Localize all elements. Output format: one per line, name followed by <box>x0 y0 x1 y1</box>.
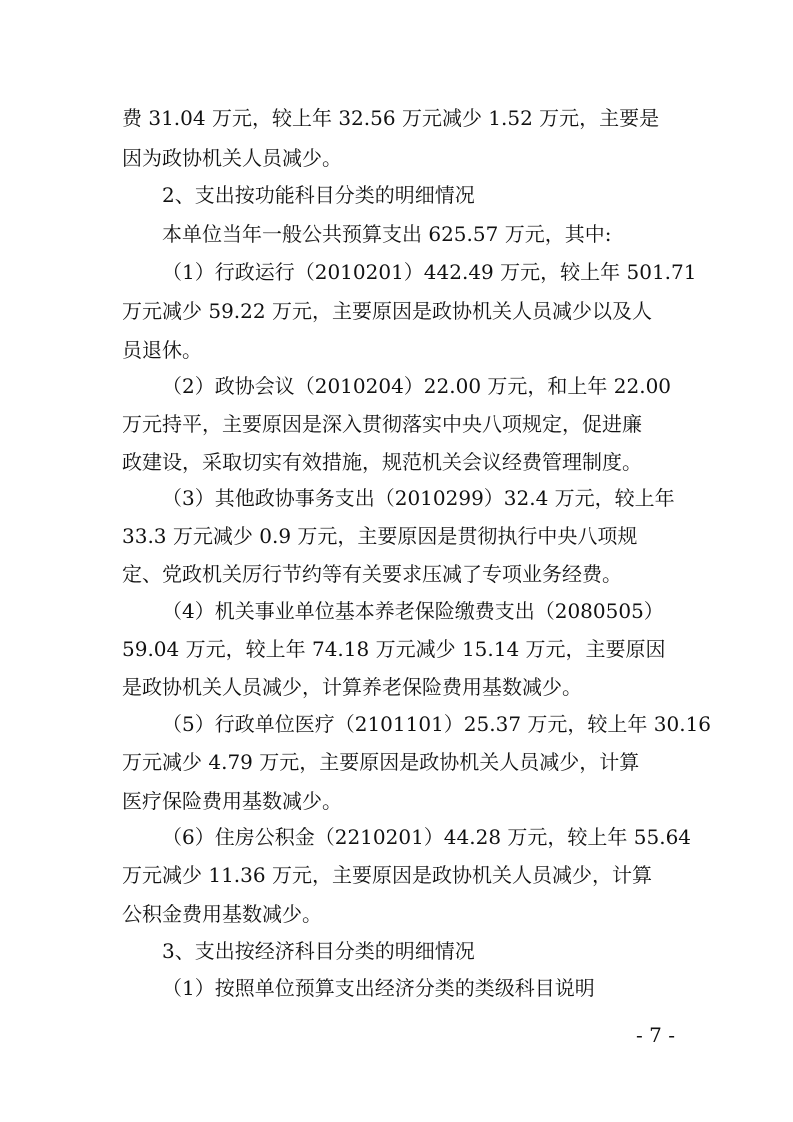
text-line: 定、党政机关厉行节约等有关要求压减了专项业务经费。 <box>122 562 622 586</box>
section-heading: 3、支出按经济科目分类的明细情况 <box>162 939 475 963</box>
text-line: （1）行政运行（2010201）442.49 万元，较上年 501.71 <box>162 260 697 284</box>
text-line: 医疗保险费用基数减少。 <box>122 789 342 813</box>
text-line: （5）行政单位医疗（2101101）25.37 万元，较上年 30.16 <box>162 712 712 736</box>
text-line: 公积金费用基数减少。 <box>122 902 322 926</box>
text-line: 因为政协机关人员减少。 <box>122 146 342 170</box>
text-line: 政建设，采取切实有效措施，规范机关会议经费管理制度。 <box>122 450 642 474</box>
text-line: 万元减少 11.36 万元，主要原因是政协机关人员减少，计算 <box>122 863 652 887</box>
text-line: （4）机关事业单位基本养老保险缴费支出（2080505） <box>162 599 664 623</box>
text-line: （6）住房公积金（2210201）44.28 万元，较上年 55.64 <box>162 825 692 849</box>
text-line: 万元持平，主要原因是深入贯彻落实中央八项规定，促进廉 <box>122 412 642 436</box>
text-line: 59.04 万元，较上年 74.18 万元减少 15.14 万元，主要原因 <box>122 637 666 661</box>
text-line: （3）其他政协事务支出（2010299）32.4 万元，较上年 <box>162 486 675 510</box>
text-line: 万元减少 4.79 万元，主要原因是政协机关人员减少，计算 <box>122 750 640 774</box>
text-line: 本单位当年一般公共预算支出 625.57 万元，其中: <box>162 222 612 246</box>
text-line: 费 31.04 万元，较上年 32.56 万元减少 1.52 万元，主要是 <box>122 106 660 130</box>
text-line: 33.3 万元减少 0.9 万元，主要原因是贯彻执行中央八项规 <box>122 524 638 548</box>
text-line: （2）政协会议（2010204）22.00 万元，和上年 22.00 <box>162 374 672 398</box>
text-line: 员退休。 <box>122 338 202 362</box>
page-number: - 7 - <box>636 1023 675 1047</box>
text-line: 是政协机关人员减少，计算养老保险费用基数减少。 <box>122 675 582 699</box>
section-heading: 2、支出按功能科目分类的明细情况 <box>162 183 475 207</box>
text-line: 万元减少 59.22 万元，主要原因是政协机关人员减少以及人 <box>122 299 652 323</box>
text-line: （1）按照单位预算支出经济分类的类级科目说明 <box>162 976 595 1000</box>
